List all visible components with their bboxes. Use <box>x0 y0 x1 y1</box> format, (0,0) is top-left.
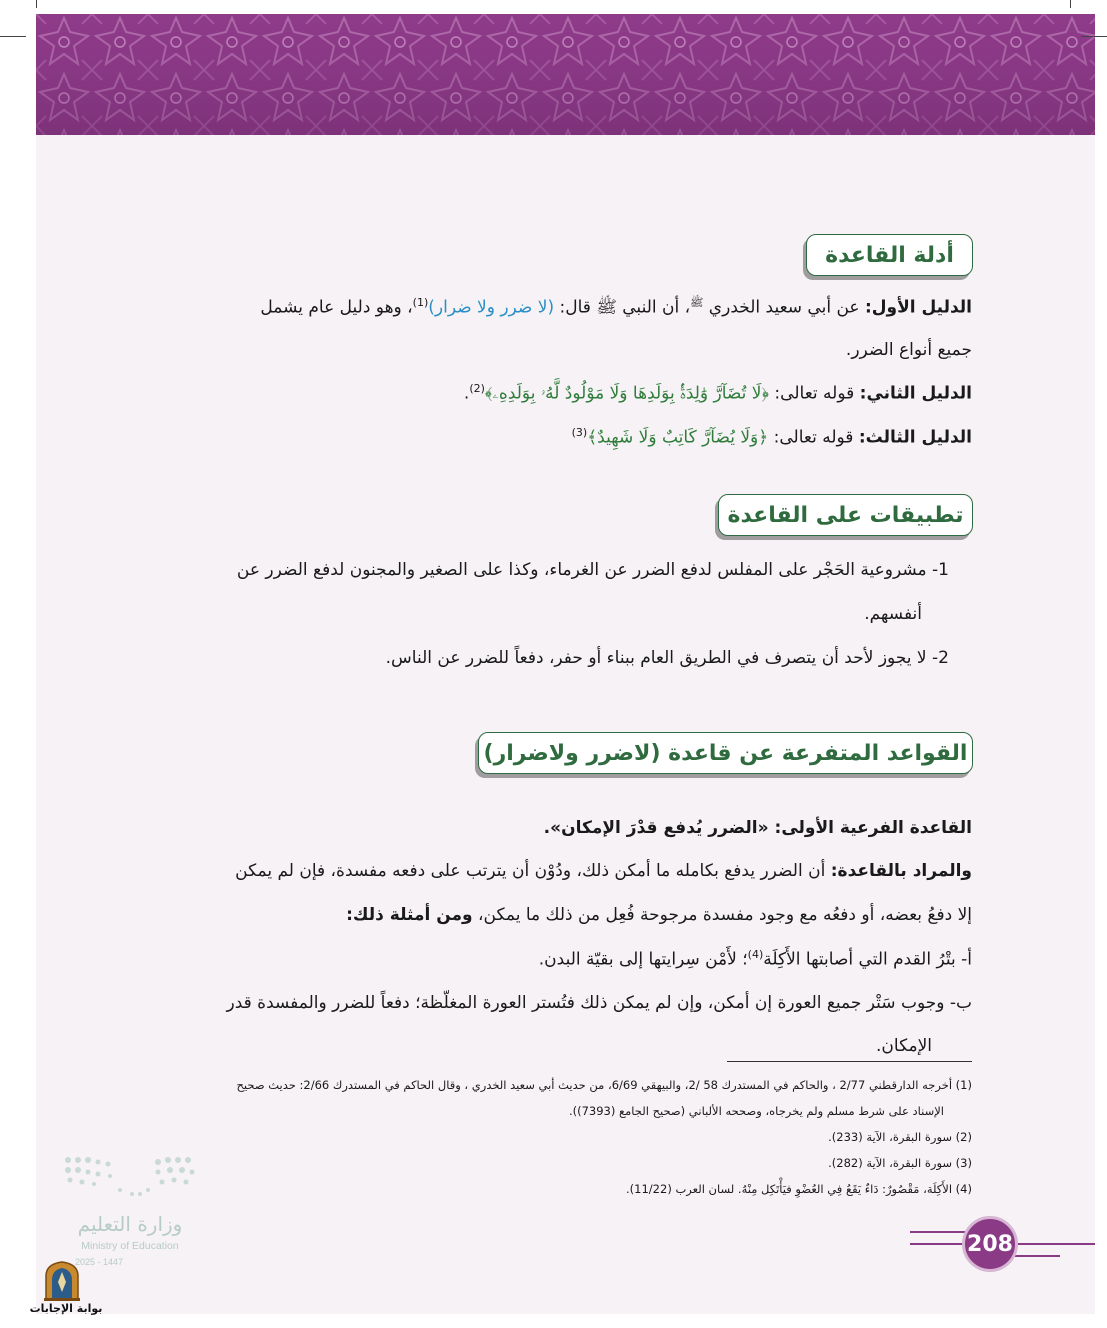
ministry-name-ar: وزارة التعليم <box>77 1212 183 1236</box>
page-number <box>962 1216 1018 1272</box>
evidence-second-label: الدليل الثاني: <box>859 383 972 404</box>
example-b-line2: الإمكان. <box>876 1036 932 1056</box>
footnote-4: (4) الأَكِلَة، مَقْصُورٌ: دَاءٌ يَقَعُ فِي العُضْوِ فيَأْتَكِل مِنْهُ. لسان العرب (11/22). <box>626 1182 972 1196</box>
text-run: إلا دفعُ بعضه، أو دفعُه مع وجود مفسدة مرجوحة فُعِل من ذلك ما يمكن، <box>472 905 972 925</box>
footnote-ref: (4) <box>747 948 764 961</box>
section-heading-subrules <box>478 732 973 774</box>
examples-label: ومن أمثلة ذلك: <box>346 905 473 925</box>
honorific-glyph: ﷺ <box>690 296 704 309</box>
evidence-first-line2: جميع أنواع الضرر. <box>845 340 972 360</box>
evidence-third-label: الدليل الثالث: <box>858 427 972 448</box>
footnote-separator <box>727 1061 972 1062</box>
heading-text: القواعد المتفرعة عن قاعدة (لاضرر ولاضرار) <box>483 740 968 766</box>
crop-mark <box>1070 0 1071 8</box>
decorative-banner <box>36 14 1095 135</box>
prophet-glyph: ﷺ <box>596 297 617 318</box>
text-run: ؛ لأَمْن سِرايتها إلى بقيّة البدن. <box>538 949 748 970</box>
evidence-first-line1 <box>260 296 972 322</box>
meaning-line1 <box>235 861 972 881</box>
crop-mark <box>36 0 37 8</box>
text-run: قال: <box>554 297 597 318</box>
ministry-name-en: Ministry of Education <box>81 1240 179 1252</box>
text-run: قوله تعالى: <box>769 383 860 404</box>
ministry-dots-logo <box>58 1150 208 1270</box>
site-watermark-label: بوابة الإجابات <box>29 1302 103 1315</box>
application-item-2: 2- لا يجوز لأحد أن يتصرف في الطريق العام ببناء أو حفر، دفعاً للضرر عن الناس. <box>385 648 949 668</box>
subrule-1-text: «الضرر يُدفع قدْرَ الإمكان». <box>543 818 775 838</box>
text-run: . <box>463 383 470 404</box>
meaning-line2 <box>346 905 972 925</box>
crop-mark <box>0 36 26 37</box>
footnote-ref: (1) <box>412 296 429 309</box>
section-heading-evidence <box>806 234 973 276</box>
footnote-ref: (3) <box>571 426 588 439</box>
pagenum-rule <box>910 1231 970 1233</box>
application-item-1-line1: 1- مشروعية الحَجْر على المفلس لدفع الضرر عن الغرماء، وكذا على الصغير والمجنون لدفع الضرر عن <box>236 560 949 580</box>
site-logo-icon <box>42 1260 82 1302</box>
text-run: قوله تعالى: <box>768 427 859 448</box>
hadith-text: (لا ضرر ولا ضرار) <box>428 297 555 318</box>
heading-text: أدلة القاعدة <box>825 242 954 268</box>
evidence-second <box>464 382 972 404</box>
pagenum-rule <box>1010 1255 1060 1257</box>
footnote-1-line2: الإسناد على شرط مسلم ولم يخرجاه، وصححه الألباني (صحيح الجامع (7393)). <box>568 1104 944 1118</box>
application-item-1-line2: أنفسهم. <box>864 604 922 624</box>
quran-verse: ﴿وَلَا يُضَآرَّ كَاتِبٌ وَلَا شَهِيدٌ﴾ <box>587 427 769 448</box>
quran-verse: ﴿لَا تُضَآرَّ وَٰلِدَةُۢ بِوَلَدِهَا وَلَا مَوْلُودٌ لَّهُۥ بِوَلَدِهِۦ﴾ <box>484 383 770 404</box>
crop-mark <box>1081 36 1107 37</box>
evidence-third <box>572 426 972 448</box>
ministry-year: 2025 - 1447 <box>75 1257 124 1267</box>
section-heading-applications <box>718 494 973 536</box>
pagenum-rule <box>1010 1243 1095 1245</box>
evidence-first-label: الدليل الأول: <box>864 297 972 318</box>
text-run: أ- بتْرُ القدم التي أصابتها الأَكِلَة <box>763 949 972 970</box>
text-run: ، وهو دليل عام يشمل <box>260 297 413 318</box>
footnote-3: (3) سورة البقرة، الآية (282). <box>828 1156 972 1170</box>
meaning-label: والمراد بالقاعدة: <box>830 861 972 881</box>
footnote-1-line1: (1) أخرجه الدارقطني 2/77 ، والحاكم في المستدرك 58 /2، والبيهقي 6/69، من حديث أبي سعيد الخدري ، وقال الحاكم في المستدرك 2/66: حديث صحيح <box>236 1078 972 1092</box>
heading-text: تطبيقات على القاعدة <box>727 502 964 528</box>
example-a <box>539 948 972 970</box>
text-run: أن الضرر يدفع بكامله ما أمكن ذلك، ودُوْن أن يترتب على دفعه مفسدة، فإن لم يمكن <box>235 861 831 881</box>
footnote-2: (2) سورة البقرة، الآية (233). <box>828 1130 972 1144</box>
footnote-ref: (2) <box>469 382 485 395</box>
page-number-text: 208 <box>967 1231 1013 1257</box>
subrule-1-label: القاعدة الفرعية الأولى: <box>774 818 972 838</box>
text-run: ، أن النبي <box>616 297 691 318</box>
subrule-1 <box>544 818 972 838</box>
pagenum-rule <box>910 1243 970 1245</box>
text-run: عن أبي سعيد الخدري <box>703 297 865 318</box>
geometric-pattern <box>36 14 1095 135</box>
example-b-line1: ب- وجوب سَتْر جميع العورة إن أمكن، وإن لم يمكن ذلك فتُستر العورة المغلّظة؛ دفعاً للضرر والمفسدة قدر <box>226 993 972 1013</box>
